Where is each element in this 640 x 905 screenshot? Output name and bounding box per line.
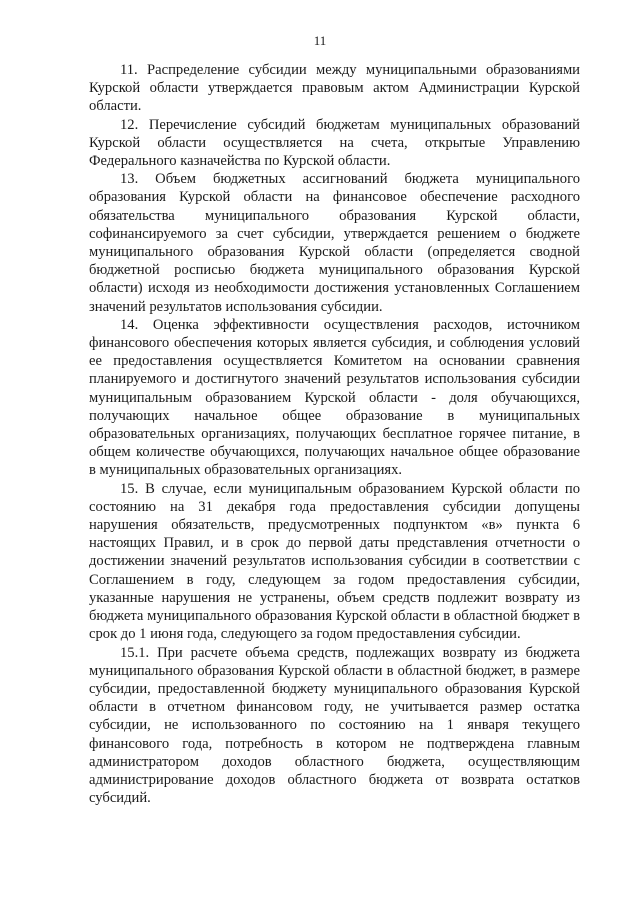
paragraph-12: 12. Перечисление субсидий бюджетам муниципальных образований Курской области осуществляется на счета, открытые Управлению Федерального казначейства по Курской области.	[89, 116, 580, 170]
paragraph-15: 15. В случае, если муниципальным образованием Курской области по состоянию на 31 декабря года предоставления субсидии допущены нарушения обязательств, предусмотренных подпунктом «в» пункта 6 настоящих Правил, и в срок до первой даты представления отчетности о достижении значений результатов использования субсидии в соответствии с Соглашением в году, следующем за годом предоставления субсидии, указанные нарушения не устранены, объем средств подлежит возврату из бюджета муниципального образования Курской области в областной бюджет в срок до 1 июня года, следующего за годом предоставления субсидии.	[89, 480, 580, 643]
paragraph-15-1: 15.1. При расчете объема средств, подлежащих возврату из бюджета муниципального образования Курской области в областной бюджет, в размере субсидии, предоставленной бюджету муниципального образования Курской области в отчетном финансовом году, не учитывается размер остатка субсидии, не использованного по состоянию на 1 января текущего финансового года, потребность в котором не подтверждена главным администратором доходов областного бюджета, осуществляющим администрирование доходов областного бюджета от возврата остатков субсидий.	[89, 644, 580, 807]
page-number: 11	[313, 33, 327, 48]
document-body	[89, 61, 580, 807]
paragraph-13: 13. Объем бюджетных ассигнований бюджета муниципального образования Курской области на финансовое обеспечение расходного обязательства муниципального образования Курской области, софинансируемого за счет субсидии, утверждается решением о бюджете муниципального образования Курской области (определяется сводной бюджетной росписью бюджета муниципального образования Курской области) исходя из необходимости достижения установленных Соглашением значений результатов использования субсидии.	[89, 171, 580, 315]
paragraph-14: 14. Оценка эффективности осуществления расходов, источником финансового обеспечения которых является субсидия, и соблюдения условий ее предоставления осуществляется Комитетом на основании сравнения планируемого и достигнутого значений результатов использования субсидии муниципальным образованием Курской области - доля обучающихся, получающих начальное общее образование в муниципальных образовательных организациях, получающих бесплатное горячее питание, в общем количестве обучающихся, получающих начальное общее образование в муниципальных образовательных организациях.	[89, 316, 580, 479]
paragraph-11: 11. Распределение субсидии между муниципальными образованиями Курской области утверждается правовым актом Администрации Курской области.	[89, 62, 580, 115]
